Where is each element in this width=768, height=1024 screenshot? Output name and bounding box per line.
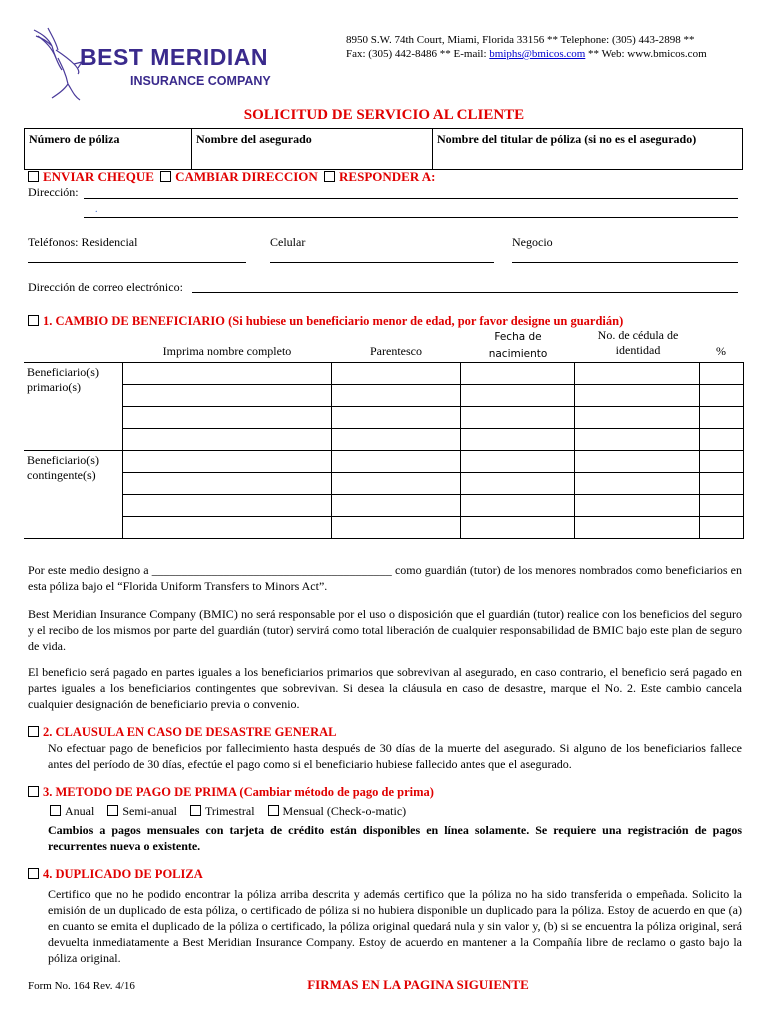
primary-name-cell[interactable]	[123, 407, 332, 429]
primario-label: Beneficiario(s) primario(s)	[27, 365, 99, 394]
section3-note: Cambios a pagos mensuales con tarjeta de crédito están disponibles en línea solamente. Se requiere una registración de pagos recurrentes nueva o existente.	[48, 823, 742, 853]
beneficiary-table	[24, 362, 744, 539]
primary-pct-cell[interactable]	[700, 385, 744, 407]
policy-header-table	[24, 128, 743, 170]
telefono-residencial-label: Teléfonos: Residencial	[28, 235, 138, 249]
section3-checkbox[interactable]	[28, 786, 39, 797]
primary-dob-cell[interactable]	[461, 429, 575, 451]
section2-checkbox[interactable]	[28, 726, 39, 737]
insured-name-cell[interactable]	[192, 129, 433, 170]
dot-mark: .	[95, 204, 98, 215]
direccion-line-2[interactable]	[84, 217, 738, 218]
negocio-line[interactable]	[512, 262, 738, 263]
primary-pct-cell[interactable]	[700, 363, 744, 385]
telefono-residencial-line[interactable]	[28, 262, 246, 263]
email-label: Dirección de correo electrónico:	[28, 280, 183, 294]
mensual-checkbox[interactable]	[268, 805, 279, 816]
email-line[interactable]	[192, 292, 738, 293]
company-address: 8950 S.W. 74th Court, Miami, Florida 33156 ** Telephone: (305) 443-2898 **	[346, 34, 695, 46]
beneficio-paragraph: El beneficio será pagado en partes iguales a los beneficiarios primarios que sobrevivan al asegurado, en caso contrario, el beneficio será pagado en partes iguales a los beneficiarios contingentes que sobrevivan. Si desea la cláusula en caso de desastre, marque el No. 2. Este cambio cancela cualquier designación de beneficiario previa o convenio.	[28, 665, 742, 711]
company-name-line2: INSURANCE COMPANY	[130, 74, 271, 88]
anual-label: Anual	[65, 804, 95, 818]
contingent-dob-cell[interactable]	[461, 495, 575, 517]
section3-header	[28, 785, 434, 800]
contingent-relation-cell[interactable]	[332, 451, 461, 473]
col-percent: %	[716, 344, 726, 358]
fax-text: Fax: (305) 442-8486 ** E-mail:	[346, 48, 490, 60]
company-contact-line	[346, 48, 707, 60]
primary-dob-cell[interactable]	[461, 385, 575, 407]
cambiar-direccion-label: CAMBIAR DIRECCION	[175, 169, 318, 184]
section2-title: 2. CLAUSULA EN CASO DE DESASTRE GENERAL	[43, 725, 337, 739]
primary-pct-cell[interactable]	[700, 407, 744, 429]
company-name-line1: BEST MERIDIAN	[80, 44, 268, 70]
contingent-pct-cell[interactable]	[700, 517, 744, 539]
contingent-relation-cell[interactable]	[332, 495, 461, 517]
section3-title: 3. METODO DE PAGO DE PRIMA (Cambiar método de pago de prima)	[43, 785, 434, 799]
anual-checkbox[interactable]	[50, 805, 61, 816]
primary-pct-cell[interactable]	[700, 429, 744, 451]
cambiar-direccion-checkbox[interactable]	[160, 171, 171, 182]
policy-number-label: Número de póliza	[29, 132, 120, 146]
contingent-dob-cell[interactable]	[461, 473, 575, 495]
col-fecha: Fecha de nacimiento	[488, 331, 548, 360]
contingent-id-cell[interactable]	[575, 517, 700, 539]
primary-dob-cell[interactable]	[461, 407, 575, 429]
primary-name-cell[interactable]	[123, 363, 332, 385]
contingent-id-cell[interactable]	[575, 495, 700, 517]
contingent-id-cell[interactable]	[575, 473, 700, 495]
primary-relation-cell[interactable]	[332, 429, 461, 451]
policyholder-name-label: Nombre del titular de póliza (si no es el asegurado)	[437, 132, 697, 146]
primary-id-cell[interactable]	[575, 363, 700, 385]
primary-relation-cell[interactable]	[332, 385, 461, 407]
responder-a-label: RESPONDER A:	[339, 169, 436, 184]
primary-name-cell[interactable]	[123, 429, 332, 451]
policy-number-cell[interactable]	[25, 129, 192, 170]
payment-method-options	[50, 804, 406, 819]
semianual-label: Semi-anual	[122, 804, 177, 818]
trimestral-checkbox[interactable]	[190, 805, 201, 816]
direccion-line-1[interactable]	[84, 198, 738, 199]
section1-title: 1. CAMBIO DE BENEFICIARIO (Si hubiese un beneficiario menor de edad, por favor designe un guardián)	[43, 314, 624, 328]
contingent-relation-cell[interactable]	[332, 473, 461, 495]
section1-checkbox[interactable]	[28, 315, 39, 326]
email-link[interactable]: bmiphs@bmicos.com	[489, 48, 586, 60]
section4-header	[28, 867, 203, 882]
contingente-label: Beneficiario(s) contingente(s)	[27, 453, 99, 482]
contingent-pct-cell[interactable]	[700, 451, 744, 473]
section4-title: 4. DUPLICADO DE POLIZA	[43, 867, 203, 881]
eagle-icon	[28, 24, 86, 104]
bmic-paragraph: Best Meridian Insurance Company (BMIC) no será responsable por el uso o disposición que el guardián (tutor) realice con los beneficios del seguro y el recibo de los mismos por parte del guardián (tutor) servirá como total liberación de cualquier responsabilidad de BMIC bajo este plan de seguro de vida.	[28, 607, 742, 653]
celular-line[interactable]	[270, 262, 494, 263]
primary-relation-cell[interactable]	[332, 407, 461, 429]
primary-name-cell[interactable]	[123, 385, 332, 407]
col-cedula: No. de cédula de identidad	[597, 328, 679, 357]
direccion-label: Dirección:	[28, 185, 79, 199]
section4-checkbox[interactable]	[28, 868, 39, 879]
trimestral-label: Trimestral	[204, 804, 255, 818]
section2-text: No efectuar pago de beneficios por fallecimiento hasta después de 30 días de la muerte del asegurado. Si alguno de los beneficiarios fallece antes del período de 30 días, efectúe el pago como si el beneficiario hubiese fallecido antes que el asegurado.	[48, 741, 742, 771]
service-options	[28, 169, 435, 185]
policyholder-name-cell[interactable]	[433, 129, 743, 170]
celular-label: Celular	[270, 235, 306, 249]
section4-text: Certifico que no he podido encontrar la póliza arriba descrita y además certifico que la póliza no ha sido transferida o empeñada. Solicito la emisión de un duplicado de esta póliza, o certificado de póliza si no hubiera disponible un duplicado para la póliza. Estoy de acuerdo en que (a) en cuanto se emita el duplicado de la póliza o certificado, la póliza original quedará nula y sin valor y, (b) si se encuentra la póliza original, será devuelta inmediatamente a Best Meridian Insurance Company. Estoy de acuerdo en mantener a la Compañía libre de reclamo o gasto bajo la póliza original.	[48, 887, 742, 965]
primary-id-cell[interactable]	[575, 385, 700, 407]
contingent-name-cell[interactable]	[123, 495, 332, 517]
contingent-pct-cell[interactable]	[700, 473, 744, 495]
negocio-label: Negocio	[512, 235, 553, 249]
col-nombre: Imprima nombre completo	[162, 344, 292, 358]
contingent-name-cell[interactable]	[123, 517, 332, 539]
company-logo	[28, 24, 271, 108]
semianual-checkbox[interactable]	[107, 805, 118, 816]
primary-id-cell[interactable]	[575, 407, 700, 429]
mensual-label: Mensual (Check-o-matic)	[282, 804, 407, 818]
enviar-cheque-label: ENVIAR CHEQUE	[43, 169, 154, 184]
section1-header	[28, 314, 623, 329]
responder-a-checkbox[interactable]	[324, 171, 335, 182]
form-title: SOLICITUD DE SERVICIO AL CLIENTE	[243, 107, 525, 123]
primary-dob-cell[interactable]	[461, 363, 575, 385]
contingent-id-cell[interactable]	[575, 451, 700, 473]
contingent-relation-cell[interactable]	[332, 517, 461, 539]
form-number: Form No. 164 Rev. 4/16	[28, 980, 135, 992]
next-page-note: FIRMAS EN LA PAGINA SIGUIENTE	[307, 977, 529, 992]
contingent-dob-cell[interactable]	[461, 451, 575, 473]
web-text: ** Web: www.bmicos.com	[585, 48, 707, 60]
insured-name-label: Nombre del asegurado	[196, 132, 312, 146]
contingent-pct-cell[interactable]	[700, 495, 744, 517]
guardian-paragraph: Por este medio designo a ________________________________________ como guardián (tutor) de los menores nombrados como beneficiarios en esta póliza bajo el “Florida Uniform Transfers to Minors Act”.	[28, 563, 742, 593]
contingent-name-cell[interactable]	[123, 473, 332, 495]
primary-id-cell[interactable]	[575, 429, 700, 451]
enviar-cheque-checkbox[interactable]	[28, 171, 39, 182]
col-parentesco: Parentesco	[370, 344, 422, 358]
contingent-dob-cell[interactable]	[461, 517, 575, 539]
primary-relation-cell[interactable]	[332, 363, 461, 385]
contingent-name-cell[interactable]	[123, 451, 332, 473]
section2-header	[28, 725, 336, 740]
